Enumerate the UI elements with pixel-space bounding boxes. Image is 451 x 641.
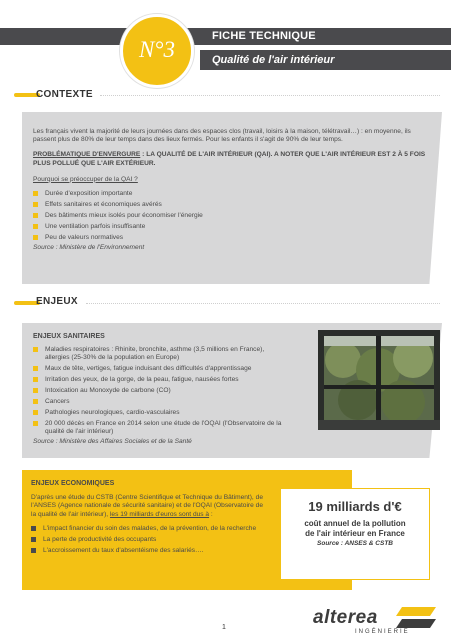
contexte-source: Source : Ministère de l'Environnement — [33, 244, 145, 252]
list-item: L'accroissement du taux d'absentéisme des salariés…. — [31, 547, 263, 555]
callout-source: Source : ANSES & CSTB — [317, 540, 393, 547]
alterea-logo: alterea — [313, 607, 378, 628]
bullet-square-icon — [33, 366, 38, 371]
bullet-square-icon — [33, 191, 38, 196]
problem-statement — [33, 151, 433, 167]
callout-amount: 19 milliards d'€ — [308, 499, 402, 514]
contexte-paragraph: Les français vivent la majorité de leurs journées dans des espaces clos (travail, loisirs à la maison, télétravail…) : en moyenne, ils passent plus de 80% de leur temps dans des lieux fermés. Pour les enfants il s'agit de 90% de leur temps. — [33, 128, 411, 144]
cost-callout — [280, 488, 430, 580]
bullet-square-icon — [31, 526, 36, 531]
bullet-square-icon — [31, 548, 36, 553]
list-item: Intoxication au Monoxyde de carbone (CO) — [33, 387, 287, 395]
question: Pourquoi se préoccuper de la QAI ? — [33, 175, 138, 183]
bullet-square-icon — [33, 224, 38, 229]
enjeux-sanitaires-content — [33, 333, 287, 445]
problem-label: PROBLÉMATIQUE D'ENVERGURE — [33, 151, 141, 159]
bullet-square-icon — [33, 213, 38, 218]
bullet-square-icon — [33, 388, 38, 393]
eco-bullet-list — [31, 525, 263, 555]
contexte-bullet-list — [33, 190, 433, 242]
section-divider — [86, 303, 440, 304]
section-heading-contexte: CONTEXTE — [36, 89, 93, 100]
eco-paragraph: D'après une étude du CSTB (Centre Scientifique et Technique du Bâtiment), de l'ANSES (Agence nationale de sécurité sanitaire) et de l'OQAI (Observatoire de la qualité de l'air intérieur), les 19 milliards d'euros sont dus à : — [31, 494, 263, 518]
list-item: Pathologies neurologiques, cardio-vasculaires — [33, 409, 287, 417]
list-item: Une ventilation parfois insuffisante — [33, 223, 433, 231]
list-item: Effets sanitaires et économiques avérés — [33, 201, 433, 209]
bullet-square-icon — [33, 421, 38, 426]
section-divider — [100, 95, 440, 96]
header-title: FICHE TECHNIQUE — [212, 30, 316, 42]
list-item: Cancers — [33, 398, 287, 406]
list-item: Irritation des yeux, de la gorge, de la peau, fatigue, nausées fortes — [33, 376, 287, 384]
list-item: Maux de tête, vertiges, fatigue induisant des difficultés d'apprentissage — [33, 365, 287, 373]
bullet-square-icon — [33, 202, 38, 207]
bullet-square-icon — [33, 410, 38, 415]
sanitaires-source: Source : Ministère des Affaires Sociales et de la Santé — [33, 438, 192, 446]
list-item: Peu de valeurs normatives — [33, 234, 433, 242]
header-subtitle: Qualité de l'air intérieur — [212, 54, 335, 66]
bullet-square-icon — [33, 377, 38, 382]
section-heading-enjeux: ENJEUX — [36, 296, 78, 307]
bullet-square-icon — [33, 347, 38, 352]
sheet-number-badge — [120, 14, 194, 88]
logo-mark-icon — [396, 607, 436, 629]
eco-title: ENJEUX ECONOMIQUES — [31, 480, 115, 487]
page-number: 1 — [222, 624, 226, 631]
logo-subtitle: INGÉNIERIE — [355, 629, 410, 635]
bullet-square-icon — [33, 235, 38, 240]
bullet-square-icon — [33, 399, 38, 404]
bullet-square-icon — [31, 537, 36, 542]
list-item: 20 000 décès en France en 2014 selon une étude de l'OQAI (l'Observatoire de la qualité de l'air intérieur) — [33, 420, 287, 436]
sheet-number: N°3 — [138, 37, 176, 62]
sanitaires-title: ENJEUX SANITAIRES — [33, 333, 105, 340]
list-item: Maladies respiratoires : Rhinite, bronchite, asthme (3,5 millions en France), allergies (25-30% de la population en Europe) — [33, 346, 287, 362]
window-photo — [318, 330, 440, 430]
enjeux-economiques-content — [31, 480, 263, 557]
list-item: L'impact financier du soin des malades, de la prévention, de la recherche — [31, 525, 263, 533]
sanitaires-bullet-list — [33, 346, 287, 435]
list-item: Des bâtiments mieux isolés pour économiser l'énergie — [33, 212, 433, 220]
contexte-content — [33, 128, 433, 251]
problem-text: : LA QUALITÉ DE L'AIR INTÉRIEUR (QAI). A NOTER QUE L'AIR INTÉRIEUR EST 2 À 5 FOIS PLUS POLLUÉ QUE L'AIR EXTÉRIEUR. — [33, 151, 426, 167]
list-item: Durée d'exposition importante — [33, 190, 433, 198]
list-item: La perte de productivité des occupants — [31, 536, 263, 544]
callout-text: coût annuel de la pollution de l'air intérieur en France — [304, 519, 406, 538]
